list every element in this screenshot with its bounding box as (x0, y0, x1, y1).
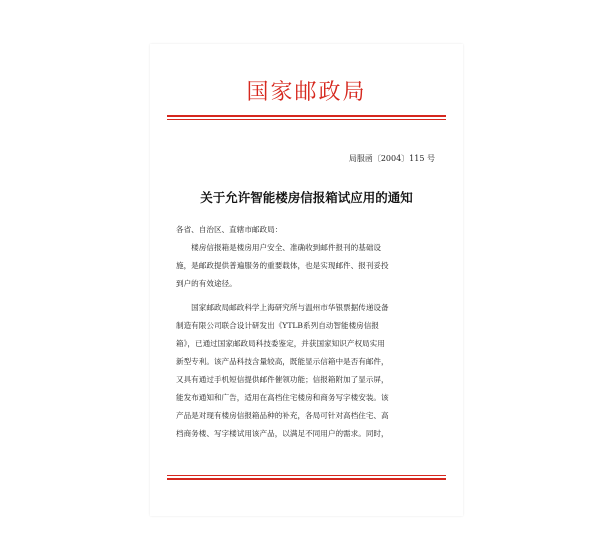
paragraph-line: 楼房信报箱是楼房用户安全、准确收到邮件报刊的基础设 (176, 243, 382, 252)
letterhead-title: 国家邮政局 (246, 80, 367, 105)
paragraph-line: 能发布通知和广告，适用在高档住宅楼房和商务写字楼安装。该 (176, 393, 389, 402)
notice-title: 关于允许智能楼房信报箱试应用的通知 (200, 190, 413, 205)
salutation: 各省、自治区、直辖市邮政局： (176, 225, 283, 234)
paragraph-line: 产品是对现有楼房信报箱品种的补充，各局可针对高档住宅、高 (176, 411, 389, 420)
paragraph-2 (176, 299, 435, 443)
paragraph-line: 新型专利。该产品科技含量较高，既能显示信箱中是否有邮件， (176, 357, 389, 366)
document-page (150, 44, 463, 516)
paragraph-line: 箱》，已通过国家邮政局科技委鉴定，并获国家知识产权局实用 (176, 339, 385, 348)
paragraph-line: 到户的有效途径。 (176, 279, 237, 288)
footer-rule-thick (167, 478, 446, 480)
header-rule-thin (167, 119, 446, 120)
document-number: 局服函〔2004〕115 号 (348, 154, 435, 163)
paragraph-line: 国家邮政局邮政科学上海研究所与温州市华银票据传递设备 (176, 303, 389, 312)
footer-rule-thin (167, 475, 446, 476)
paragraph-1 (176, 239, 435, 293)
paragraph-line: 制造有限公司联合设计研发出《YTLB系列自动智能楼房信报 (176, 321, 379, 330)
header-rule-thick (167, 115, 446, 117)
notice-body (176, 221, 435, 443)
paragraph-line: 施，是邮政提供普遍服务的重要载体，也是实现邮件、报刊妥投 (176, 261, 389, 270)
paragraph-line: 档商务楼、写字楼试用该产品，以满足不同用户的需求。同时， (176, 429, 389, 438)
paragraph-line: 又具有通过手机短信提供邮件催领功能；信报箱附加了显示屏， (176, 375, 389, 384)
